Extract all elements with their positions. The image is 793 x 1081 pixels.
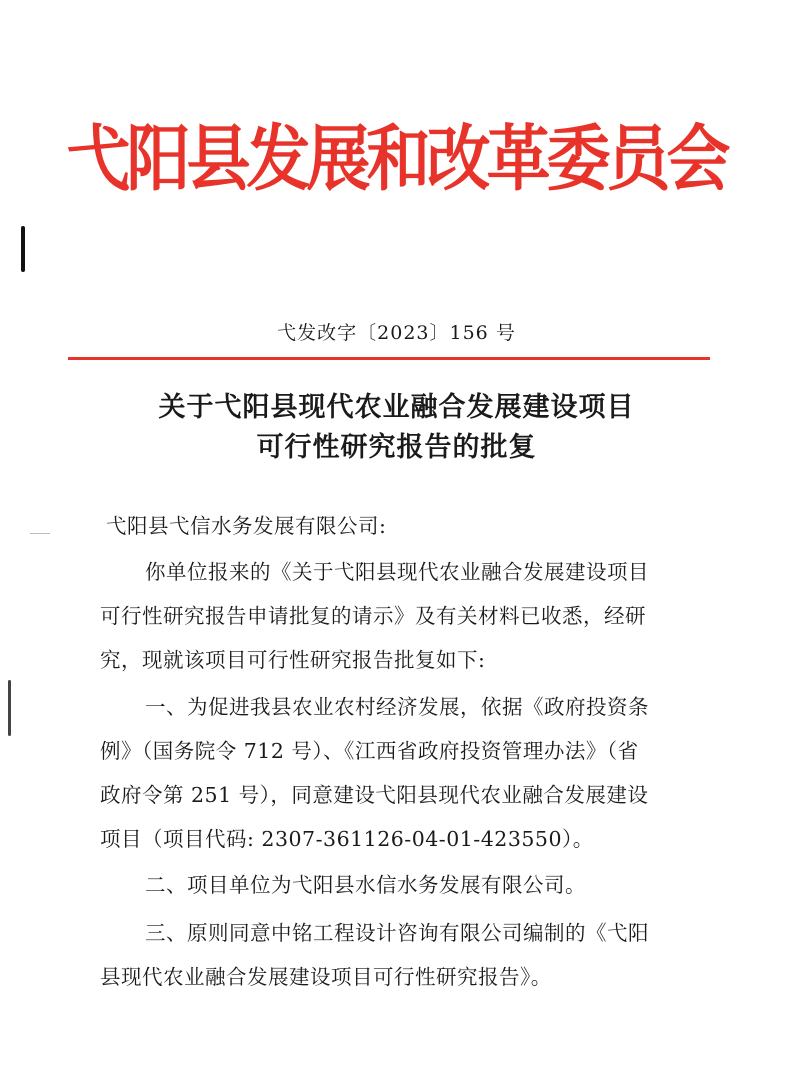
paragraph-line: 政府令第 251 号），同意建设弋阳县现代农业融合发展建设: [100, 783, 649, 807]
document-title-line-2: 可行性研究报告的批复: [256, 432, 537, 463]
paragraph-line: 县现代农业融合发展建设项目可行性研究报告》。: [100, 965, 552, 989]
document-number: 弋发改字〔2023〕156 号: [277, 322, 516, 344]
paragraph-line: 究，现就该项目可行性研究报告批复如下:: [100, 648, 486, 672]
paragraph-line: 你单位报来的《关于弋阳县现代农业融合发展建设项目: [145, 560, 649, 584]
paragraph-line: 二、项目单位为弋阳县水信水务发展有限公司。: [145, 873, 586, 897]
issuer-name: 弋阳县发展和改革委员会: [66, 118, 727, 202]
red-separator-line: [68, 357, 710, 360]
scan-artifact-mark: [30, 533, 50, 534]
paragraph-line: 三、原则同意中铭工程设计咨询有限公司编制的《弋阳: [145, 921, 649, 945]
scan-artifact-mark: [21, 226, 25, 272]
scan-artifact-mark: [8, 680, 11, 736]
paragraph-line: 例》（国务院令 712 号）、《江西省政府投资管理办法》（省: [100, 739, 639, 763]
paragraph-line: 可行性研究报告申请批复的请示》及有关材料已收悉，经研: [100, 604, 646, 628]
document-title-line-1: 关于弋阳县现代农业融合发展建设项目: [158, 392, 635, 423]
paragraph-line: 一、为促进我县农业农村经济发展，依据《政府投资条: [145, 695, 649, 719]
addressee: 弋阳县弋信水务发展有限公司:: [106, 514, 387, 538]
paragraph-line: 项目（项目代码: 2307-361126-04-01-423550）。: [100, 827, 594, 851]
